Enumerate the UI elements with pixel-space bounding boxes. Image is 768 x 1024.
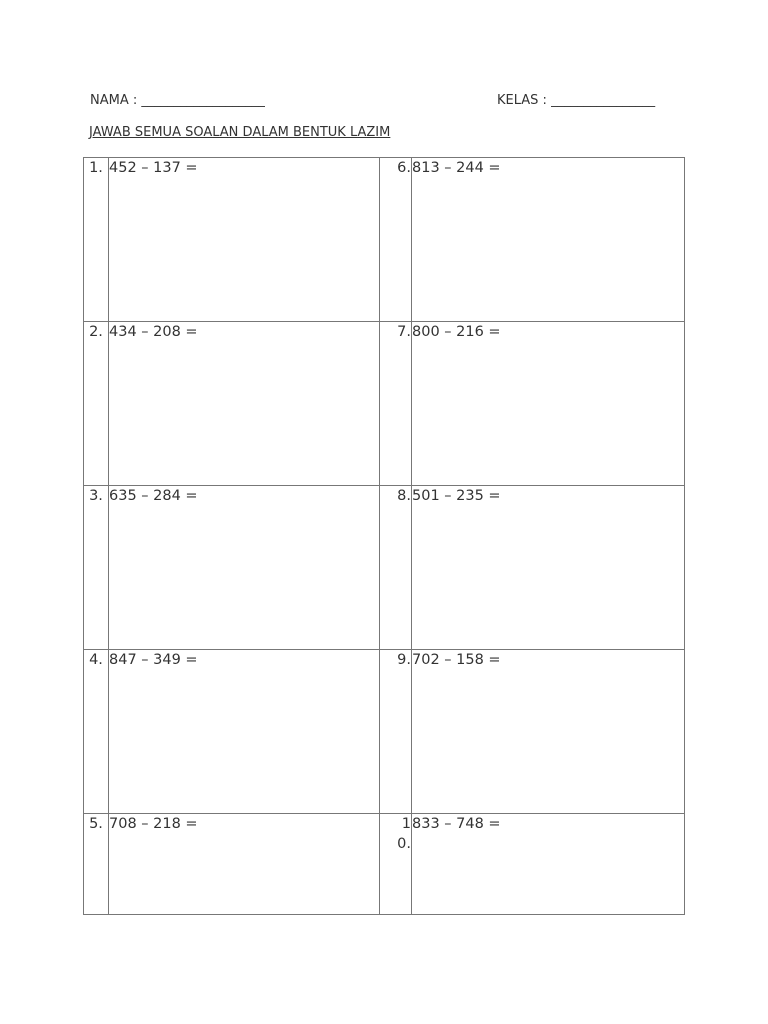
table-row	[84, 814, 685, 915]
question-cell: 813 – 244 =	[412, 158, 685, 322]
instruction-heading: JAWAB SEMUA SOALAN DALAM BENTUK LAZIM	[89, 125, 391, 140]
question-number: 9.	[380, 650, 412, 814]
question-cell: 800 – 216 =	[412, 322, 685, 486]
question-cell: 833 – 748 =	[412, 814, 685, 915]
table-row	[84, 486, 685, 650]
question-cell: 702 – 158 =	[412, 650, 685, 814]
table-row	[84, 650, 685, 814]
question-number: 2.	[84, 322, 109, 486]
nama-field-label: NAMA : ___________________	[90, 93, 265, 108]
question-cell: 708 – 218 =	[109, 814, 380, 915]
question-number: 6.	[380, 158, 412, 322]
question-number: 5.	[84, 814, 109, 915]
question-number: 4.	[84, 650, 109, 814]
question-cell: 452 – 137 =	[109, 158, 380, 322]
table-row	[84, 322, 685, 486]
table-row	[84, 158, 685, 322]
question-cell: 635 – 284 =	[109, 486, 380, 650]
question-cell: 434 – 208 =	[109, 322, 380, 486]
question-number: 3.	[84, 486, 109, 650]
kelas-field-label: KELAS : ________________	[497, 93, 656, 108]
question-number: 1.	[84, 158, 109, 322]
question-number: 8.	[380, 486, 412, 650]
worksheet-table	[83, 157, 685, 915]
question-number: 7.	[380, 322, 412, 486]
question-cell: 847 – 349 =	[109, 650, 380, 814]
question-number: 10.	[380, 814, 412, 915]
question-cell: 501 – 235 =	[412, 486, 685, 650]
